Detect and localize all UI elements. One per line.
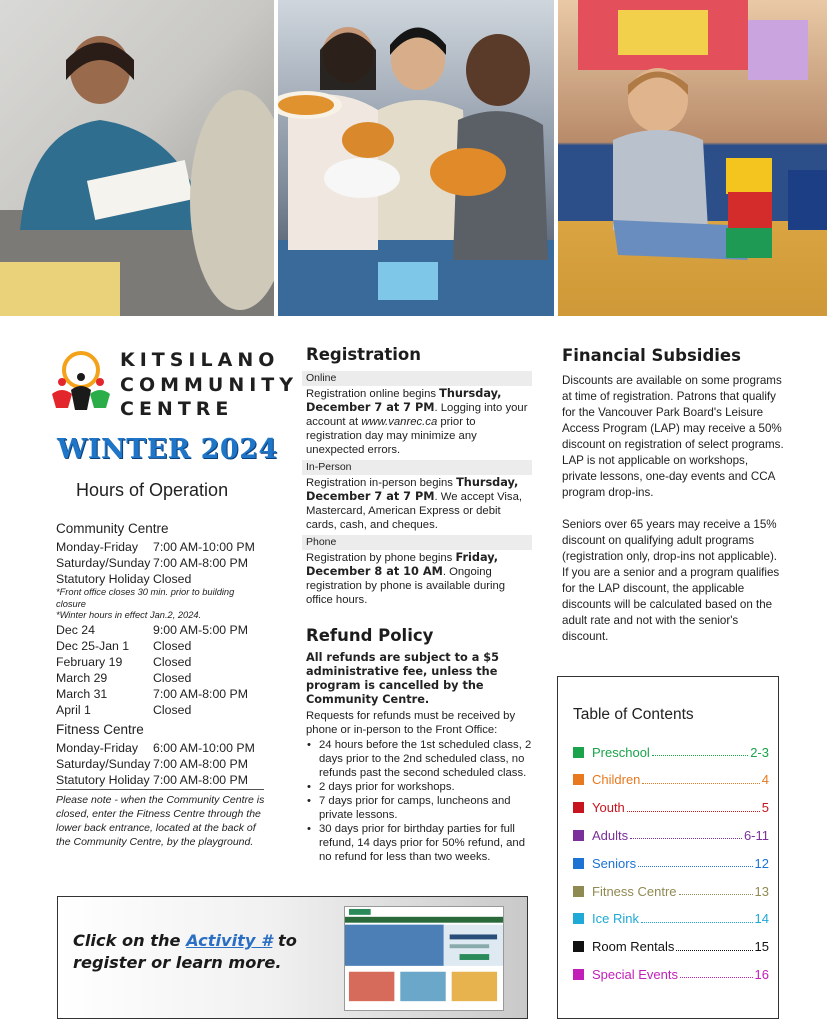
- in-person-date: Thursday, December 7 at 7 PM: [306, 476, 519, 503]
- hours-time: Closed: [153, 702, 192, 717]
- color-square-icon: [573, 858, 584, 869]
- hours-day: Dec 24: [56, 622, 95, 637]
- vanrec-url: www.vanrec.ca: [361, 416, 438, 428]
- hours-day: Statutory Holiday: [56, 572, 150, 586]
- special-hours-row: [56, 638, 266, 654]
- online-label: Online: [302, 371, 532, 386]
- toc-item[interactable]: [573, 910, 769, 928]
- special-hours-row: [56, 622, 266, 638]
- photo-kids-pizza: [278, 0, 554, 316]
- seniors-paragraph: Seniors over 65 years may receive a 15% discount on qualifying adult programs (registration only, drop-ins not applicable). If you are a senior and a program qualifies for the LAP discount, the applicable discounts will be calculated based on the adult rate and not with the senior's discount.: [562, 518, 780, 643]
- logo-line-1: KITSILANO: [120, 349, 280, 371]
- toc-leader-dots: [680, 977, 753, 978]
- hours-time: 7:00 AM-8:00 PM: [153, 773, 249, 787]
- toc-leader-dots: [652, 755, 748, 756]
- color-square-icon: [573, 913, 584, 924]
- photo-toddler-blocks: [558, 0, 827, 316]
- hours-heading: Hours of Operation: [76, 480, 229, 500]
- hours-note: *Winter hours in effect Jan.2, 2024.: [56, 610, 202, 620]
- text: to register or learn more.: [73, 931, 297, 972]
- special-hours-row: [56, 686, 266, 702]
- community-centre-heading: Community Centre: [56, 521, 169, 536]
- website-screenshot: [344, 906, 504, 1011]
- toc-item-page: 16: [754, 966, 769, 982]
- color-square-icon: [573, 969, 584, 980]
- divider: [56, 789, 264, 790]
- activity-banner: [57, 896, 528, 1019]
- refund-fee-notice: All refunds are subject to a $5 administrative fee, unless the program is cancelled by the Community Centre.: [306, 651, 499, 706]
- financial-subsidies-heading: Financial Subsidies: [562, 346, 741, 365]
- hours-time: Closed: [153, 572, 192, 586]
- color-square-icon: [573, 774, 584, 785]
- toc-item[interactable]: [573, 826, 769, 844]
- color-square-icon: [573, 802, 584, 813]
- hours-day: March 29: [56, 670, 108, 685]
- hours-row: [56, 539, 266, 555]
- text: . We accept Visa, Mastercard, American Express or debit cards, cash, and cheques.: [306, 491, 522, 531]
- text: prior to registration day may minimize any unexpected errors.: [306, 416, 477, 456]
- toc-item-label: Adults: [592, 827, 629, 843]
- toc-item[interactable]: [573, 799, 769, 817]
- toc-leader-dots: [641, 922, 753, 923]
- list-item: • 2 days prior for workshops.: [306, 780, 534, 794]
- hours-row: [56, 740, 266, 756]
- list-item: • 30 days prior for birthday parties for full refund, 14 days prior for 50% refund, and no refund for less than two weeks.: [306, 822, 534, 864]
- text: . Logging into your account at: [306, 402, 528, 428]
- community-people-logo-icon: [46, 346, 116, 418]
- hours-time: 9:00 AM-5:00 PM: [153, 622, 249, 637]
- hours-day: Monday-Friday: [56, 540, 139, 554]
- color-square-icon: [573, 747, 584, 758]
- hours-row: [56, 772, 266, 788]
- photo-adult-reading: [0, 0, 274, 316]
- hours-row: [56, 571, 266, 587]
- phone-registration-text: [306, 551, 532, 607]
- hours-day: February 19: [56, 654, 123, 669]
- toc-leader-dots: [679, 894, 753, 895]
- fitness-centre-heading: Fitness Centre: [56, 722, 144, 737]
- refund-list: [306, 738, 534, 864]
- toc-item-page: 15: [754, 939, 769, 955]
- toc-item-page: 13: [754, 883, 769, 899]
- toc-item-label: Room Rentals: [592, 939, 675, 955]
- toc-item-label: Fitness Centre: [592, 883, 677, 899]
- subsidies-paragraph: Discounts are available on some programs at time of registration. Patrons that qualify for the Vancouver Park Board's Leisure Access Program (LAP) may receive a 50% discount on registration of select programs. LAP is not applicable on workshops, private lessons, one-day events and CCA program drop-ins.: [562, 374, 784, 499]
- hours-row: [56, 555, 266, 571]
- list-item: • 7 days prior for camps, luncheons and private lessons.: [306, 794, 534, 822]
- hours-time: 7:00 AM-8:00 PM: [153, 686, 249, 701]
- hours-note: *Front office closes 30 min. prior to building closure: [56, 587, 235, 609]
- toc-leader-dots: [630, 838, 742, 839]
- hours-time: 6:00 AM-10:00 PM: [153, 741, 255, 755]
- in-person-registration-text: [306, 476, 532, 532]
- hours-time: 7:00 AM-8:00 PM: [153, 757, 249, 771]
- text: Registration in-person begins: [306, 477, 457, 489]
- toc-item[interactable]: [573, 743, 769, 761]
- color-square-icon: [573, 886, 584, 897]
- phone-date: Friday, December 8 at 10 AM: [306, 551, 499, 578]
- toc-heading: Table of Contents: [573, 706, 694, 723]
- season-title: WINTER 2024: [57, 434, 278, 465]
- toc-item-label: Children: [592, 772, 641, 788]
- text: Registration by phone begins: [306, 552, 456, 564]
- in-person-label: In-Person: [302, 460, 532, 475]
- phone-label: Phone: [302, 535, 532, 550]
- refund-policy-heading: Refund Policy: [306, 626, 434, 645]
- toc-item[interactable]: [573, 938, 769, 956]
- text: Registration online begins: [306, 388, 440, 400]
- toc-leader-dots: [676, 950, 752, 951]
- list-item: • 24 hours before the 1st scheduled class, 2 days prior to the 2nd scheduled class, no refunds past the second scheduled class.: [306, 738, 534, 780]
- community-centre-hours: [56, 521, 266, 718]
- toc-item-label: Ice Rink: [592, 911, 639, 927]
- hours-day: April 1: [56, 702, 91, 717]
- hours-day: Monday-Friday: [56, 741, 139, 755]
- toc-item-label: Special Events: [592, 966, 678, 982]
- hours-day: March 31: [56, 686, 108, 701]
- toc-item-page: 14: [754, 911, 769, 927]
- banner-text: [73, 930, 333, 974]
- color-square-icon: [573, 830, 584, 841]
- toc-item[interactable]: [573, 965, 769, 983]
- logo-line-2: COMMUNITY: [120, 373, 299, 396]
- hours-time: Closed: [153, 670, 192, 685]
- toc-leader-dots: [638, 866, 752, 867]
- registration-heading: Registration: [306, 345, 421, 364]
- hours-time: Closed: [153, 638, 192, 653]
- toc-item[interactable]: [573, 771, 769, 789]
- hours-day: Dec 25-Jan 1: [56, 638, 130, 653]
- hours-time: Closed: [153, 654, 192, 669]
- special-hours-row: [56, 654, 266, 670]
- toc-item-page: 2-3: [750, 744, 769, 760]
- fitness-centre-hours: [56, 722, 266, 788]
- fitness-entrance-note: Please note - when the Community Centre is closed, enter the Fitness Centre through the lower back entrance, located at the back of the Community Centre, by the playground.: [56, 794, 265, 848]
- hours-time: 7:00 AM-10:00 PM: [153, 540, 255, 554]
- toc-leader-dots: [627, 811, 760, 812]
- toc-item-page: 6-11: [743, 827, 769, 843]
- color-square-icon: [573, 941, 584, 952]
- kitsilano-logo: [42, 340, 299, 426]
- refund-body: Requests for refunds must be received by phone or in-person to the Front Office:: [306, 710, 516, 736]
- special-hours-row: [56, 670, 266, 686]
- activity-link[interactable]: Activity #: [186, 931, 273, 950]
- toc-leader-dots: [642, 783, 759, 784]
- hours-day: Statutory Holiday: [56, 773, 150, 787]
- hours-day: Saturday/Sunday: [56, 556, 151, 570]
- table-of-contents: [557, 676, 779, 1019]
- online-date: Thursday, December 7 at 7 PM: [306, 387, 502, 414]
- hours-day: Saturday/Sunday: [56, 757, 151, 771]
- text: Click on the: [73, 931, 187, 950]
- hours-row: [56, 756, 266, 772]
- online-registration-text: [306, 387, 532, 457]
- toc-item-label: Seniors: [592, 855, 637, 871]
- toc-item-label: Preschool: [592, 744, 650, 760]
- toc-item-page: 12: [754, 855, 769, 871]
- toc-item-page: 4: [761, 772, 769, 788]
- toc-item[interactable]: [573, 882, 769, 900]
- toc-item[interactable]: [573, 854, 769, 872]
- hours-time: 7:00 AM-8:00 PM: [153, 556, 249, 570]
- toc-item-label: Youth: [592, 800, 625, 816]
- logo-line-3: CENTRE: [120, 398, 234, 420]
- toc-item-page: 5: [761, 800, 769, 816]
- special-hours-row: [56, 702, 266, 718]
- text: . Ongoing registration by phone is available during office hours.: [306, 566, 506, 606]
